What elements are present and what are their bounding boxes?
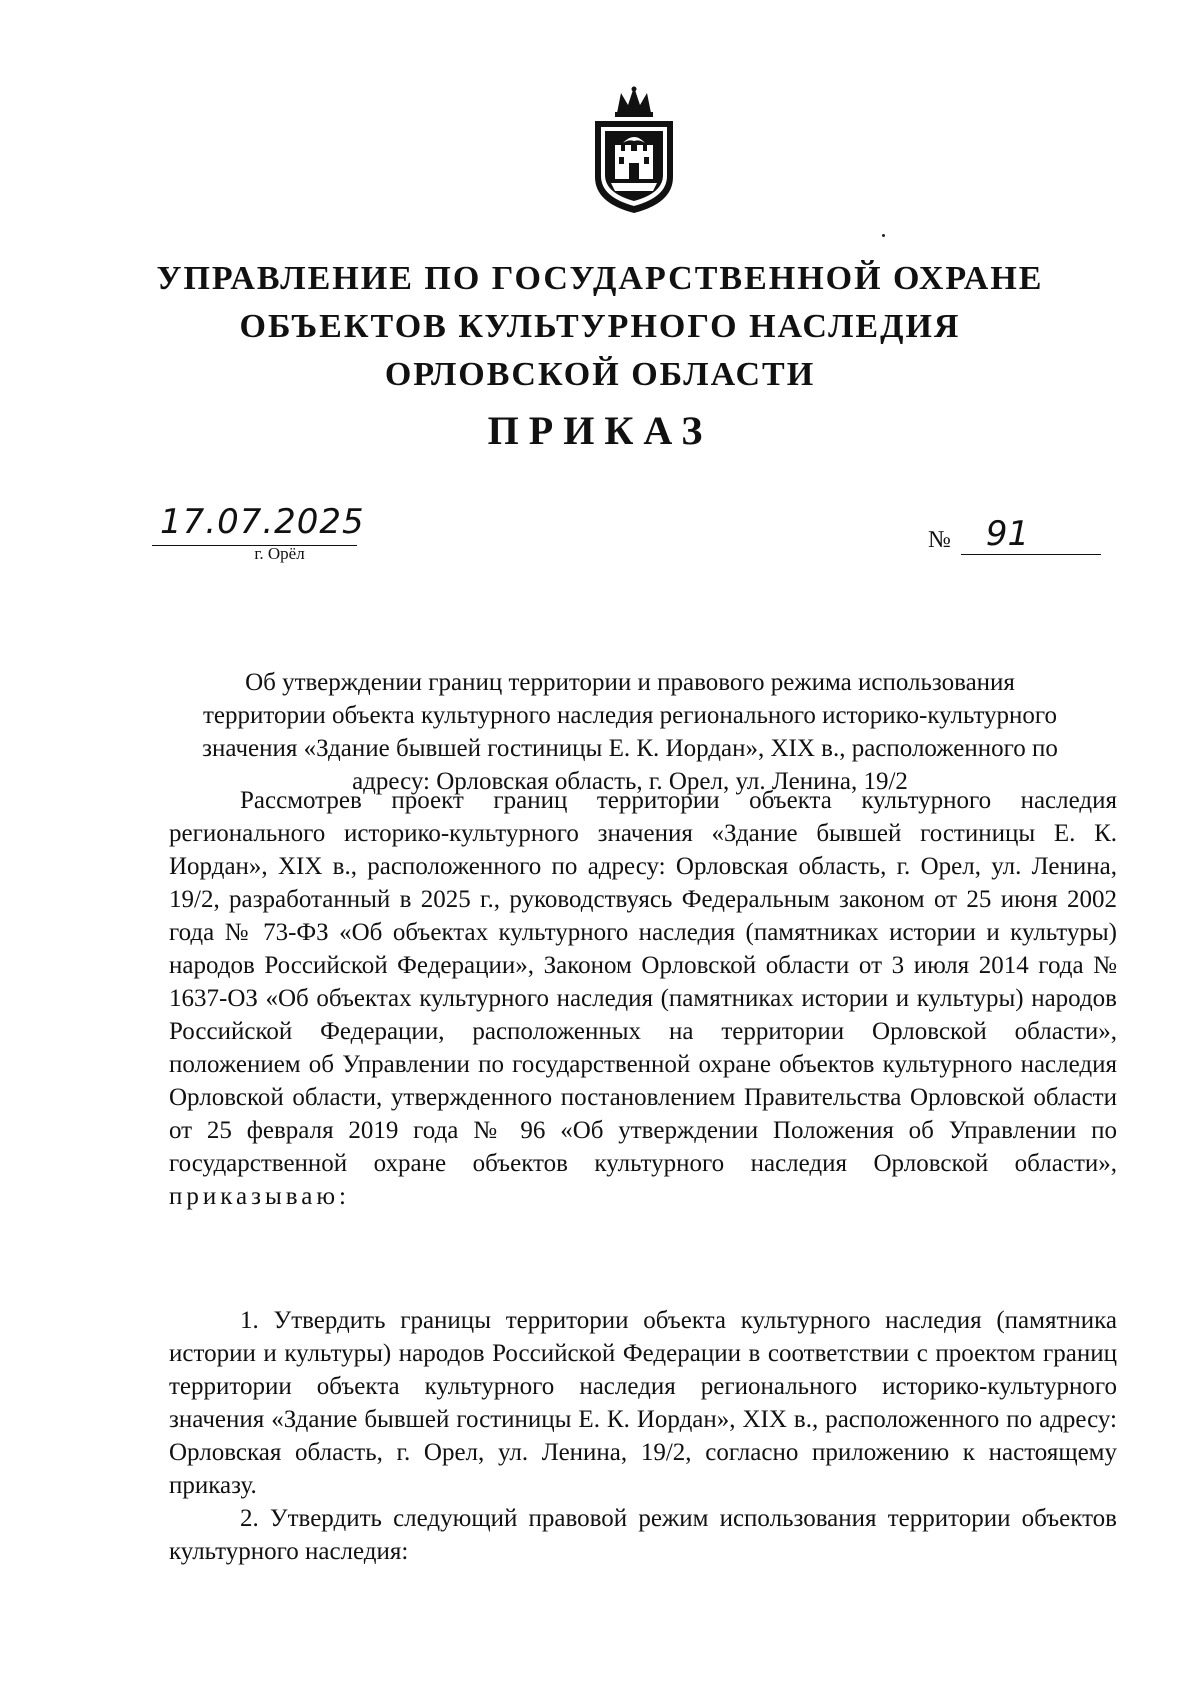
handwritten-date: 17.07.2025 <box>152 500 357 546</box>
preamble-text: Рассмотрев проект границ территории объекта культурного наследия регионального историко-культурного значения «Здание бывшей гостиницы Е. К. Иордан», XIX в., расположенного по адресу: Орловская область, г. Орел, ул. Ленина, 19/2, разработанный в 2025 г., руководствуясь Федеральным законом от 25 июня 2002 года № 73-ФЗ «Об объектах культурного наследия (памятниках истории и культуры) народов Российской Федерации», Законом Орловской области от 3 июля 2014 года № 1637-ОЗ «Об объектах культурного наследия (памятниках истории и культуры) народов Российской Федерации, расположенных на территории Орловской области», положением об Управлении по государственной охране объектов культурного наследия Орловской области, утвержденного постановлением Правительства Орловской области от 25 февраля 2019 года № 96 «Об утверждении Положения об Управлении по государственной охране объектов культурного наследия Орловской области», <box>169 787 1117 1177</box>
city-label: г. Орёл <box>254 544 305 563</box>
order-item-2: 2. Утвердить следующий правовой режим использования территории объектов культурного наследия: <box>169 1505 1117 1565</box>
date-block <box>152 500 365 564</box>
number-sign: № <box>928 527 951 553</box>
subject-line-4: адресу: Орловская область, г. Орел, ул. Ленина, 19/2 <box>352 768 908 795</box>
order-items <box>169 1304 1117 1568</box>
scan-speck <box>882 234 885 237</box>
subject-line-3: значения «Здание бывшей гостиницы Е. К. Иордан», XIX в., расположенного по <box>202 735 1058 762</box>
order-number-block <box>928 510 1101 555</box>
agency-line-2: ОБЪЕКТОВ КУЛЬТУРНОГО НАСЛЕДИЯ <box>239 308 961 345</box>
agency-line-3: ОРЛОВСКОЙ ОБЛАСТИ <box>384 356 816 393</box>
coat-of-arms-icon <box>587 85 681 215</box>
document-type-title: ПРИКАЗ <box>487 408 713 453</box>
order-subject <box>140 666 1120 798</box>
order-word: приказываю: <box>169 1183 350 1210</box>
preamble-paragraph <box>169 784 1117 1213</box>
subject-line-2: территории объекта культурного наследия регионального историко-культурного <box>202 702 1058 729</box>
subject-line-1: Об утверждении границ территории и правового режима использования <box>245 669 1015 696</box>
agency-line-1: УПРАВЛЕНИЕ ПО ГОСУДАРСТВЕННОЙ ОХРАНЕ <box>156 260 1044 297</box>
handwritten-order-number: 91 <box>961 514 1101 555</box>
preamble <box>169 784 1117 1213</box>
order-item-1: 1. Утвердить границы территории объекта культурного наследия (памятника истории и культуры) народов Российской Федерации в соответствии с проектом границ территории объекта культурного наследия регионального историко-культурного значения «Здание бывшей гостиницы Е. К. Иордан», XIX в., расположенного по адресу: Орловская область, г. Орел, ул. Ленина, 19/2, согласно приложению к настоящему приказу. <box>169 1307 1117 1499</box>
agency-name <box>0 255 1200 399</box>
